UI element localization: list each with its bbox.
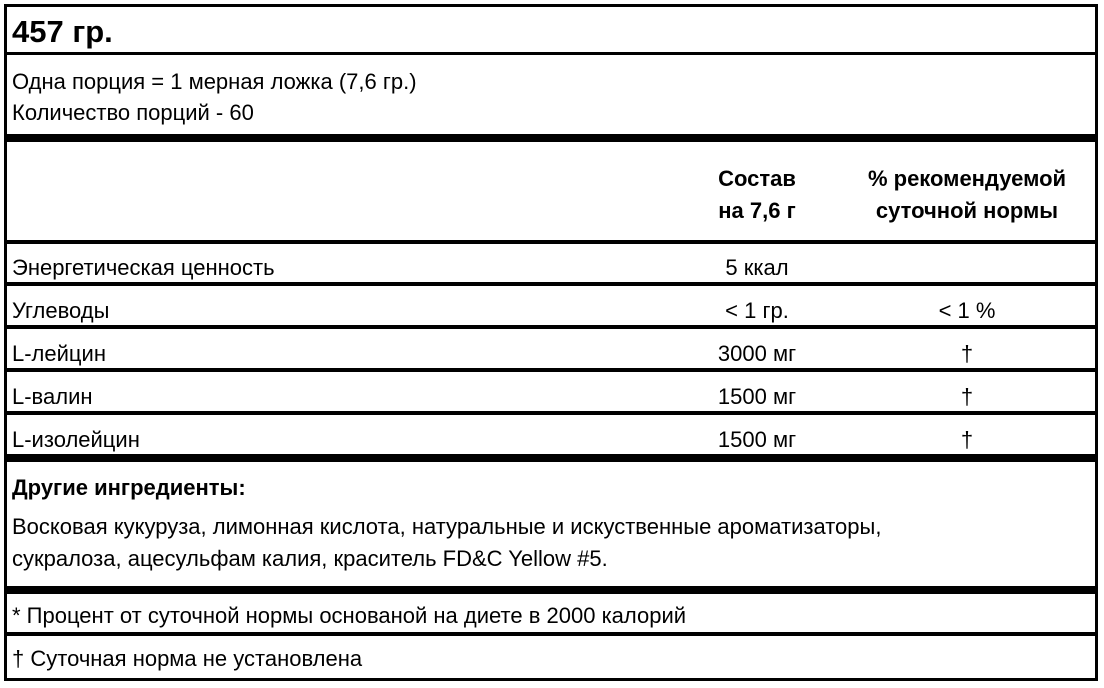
divider	[7, 325, 1095, 329]
row-daily: †	[960, 384, 974, 409]
package-weight: 457 гр.	[12, 14, 113, 49]
divider	[7, 411, 1095, 415]
footnote-daily-value: * Процент от суточной нормы основаной на диете в 2000 калорий	[12, 603, 687, 628]
divider	[7, 52, 1095, 55]
column-daily-line1: % рекомендуемой	[867, 166, 1067, 191]
other-ingredients-heading: Другие ингредиенты:	[12, 475, 246, 500]
other-ingredients-line2: сукралоза, ацесульфам калия, краситель FD&C Yellow #5.	[12, 546, 608, 571]
row-amount: 1500 мг	[717, 427, 797, 452]
divider	[7, 368, 1095, 372]
other-ingredients-line1: Восковая кукуруза, лимонная кислота, натуральные и искуственные ароматизаторы,	[12, 514, 882, 539]
row-amount: < 1 гр.	[725, 298, 789, 323]
row-name: L-валин	[12, 384, 93, 409]
serving-size: Одна порция = 1 мерная ложка (7,6 гр.)	[12, 69, 417, 94]
row-daily: †	[960, 341, 974, 366]
row-amount: 1500 мг	[717, 384, 797, 409]
column-composition-header	[667, 163, 847, 227]
column-composition-line2: на 7,6 г	[718, 198, 796, 223]
row-daily: < 1 %	[938, 298, 996, 323]
footnote-not-established: † Суточная норма не установлена	[12, 646, 363, 671]
row-name: L-лейцин	[12, 341, 106, 366]
divider	[7, 632, 1095, 636]
column-daily-line2: суточной нормы	[875, 198, 1059, 223]
servings-count: Количество порций - 60	[12, 100, 254, 125]
thick-divider	[7, 454, 1095, 462]
row-name: L-изолейцин	[12, 427, 140, 452]
thick-divider	[7, 134, 1095, 142]
nutrition-label	[4, 4, 1098, 681]
row-daily: †	[960, 427, 974, 452]
divider	[7, 240, 1095, 244]
divider	[7, 282, 1095, 286]
row-amount: 3000 мг	[717, 341, 797, 366]
column-daily-header	[842, 163, 1092, 227]
row-name: Углеводы	[12, 298, 110, 323]
thick-divider	[7, 586, 1095, 594]
row-name: Энергетическая ценность	[12, 255, 275, 280]
row-amount: 5 ккал	[725, 255, 789, 280]
column-composition-line1: Состав	[718, 166, 796, 191]
